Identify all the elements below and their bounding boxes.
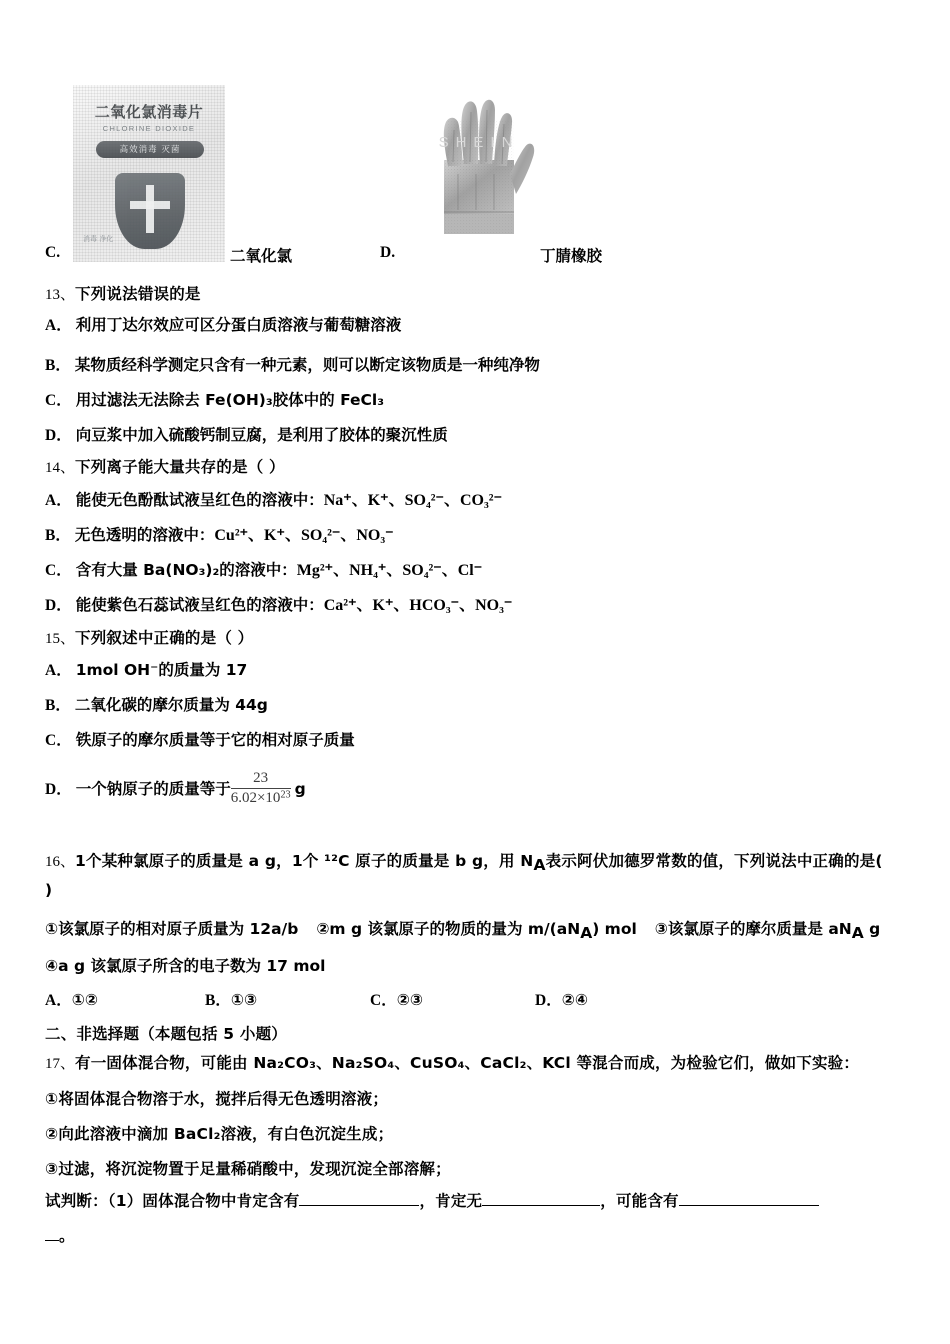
q14-option-d-label: D．: [45, 597, 72, 614]
option-d-label: D.: [380, 244, 396, 261]
q16-answer-d-label: D．: [535, 992, 562, 1009]
option-c-label: C.: [45, 244, 61, 261]
q14-option-a-ions: Na⁺、K⁺、SO₄²⁻、CO₃²⁻: [323, 492, 503, 509]
q17-step-2: [45, 1122, 925, 1144]
option-c-caption: 二氧化氯: [230, 247, 293, 265]
q17-blank-continuation[interactable]: [45, 1240, 59, 1241]
q16-statement-1: ①该氯原子的相对原子质量为 12a/b: [45, 920, 299, 938]
q13-option-a-text: 利用丁达尔效应可区分蛋白质溶液与葡萄糖溶液: [75, 316, 402, 334]
q16-statement-4-row: [45, 954, 925, 976]
q16-answer-c-text: ②③: [396, 991, 423, 1009]
nitrile-rubber-glove-photo: [418, 82, 538, 247]
q13-option-a-label: A．: [45, 317, 72, 334]
q15-option-c: [45, 728, 925, 750]
q17-blank-definitely-contains[interactable]: [299, 1205, 419, 1206]
question-17: [45, 1051, 925, 1073]
q15-option-d-label: D．: [45, 780, 72, 798]
q16-stem-part1: 1个某种氯原子的质量是 a g，1个 ¹²C 原子的质量是 b g，用 N: [75, 852, 534, 870]
q13-option-c-label: C．: [45, 392, 72, 409]
q15-number: 15、: [45, 631, 76, 647]
q14-option-a-label: A．: [45, 492, 72, 509]
fraction-numerator: 23: [231, 770, 291, 789]
q15-option-b: [45, 693, 925, 715]
q15-option-b-label: B．: [45, 697, 71, 714]
chlorine-dioxide-tablet-package-photo: [73, 85, 225, 262]
q16-statement-2b: ) mol: [592, 920, 637, 938]
q16-answer-a-label: A．: [45, 992, 72, 1009]
q16-statement-2-subscript: A: [580, 923, 593, 942]
q14-option-d-ions: Ca²⁺、K⁺、HCO₃⁻、NO₃⁻: [323, 597, 513, 614]
q16-answer-row: [45, 988, 925, 1010]
q16-answer-b[interactable]: [205, 988, 370, 1010]
q15-option-b-text: 二氧化碳的摩尔质量为 44g: [74, 696, 268, 714]
q13-stem-line: [45, 282, 925, 304]
q16-statement-3a: ③该氯原子的摩尔质量是 aN: [654, 920, 852, 938]
q16-stem-close-paren: ): [45, 881, 53, 899]
glove-watermark-text: SHEIN: [438, 134, 520, 151]
q17-step-3: [45, 1157, 925, 1179]
section-2-heading: [45, 1022, 925, 1044]
q15-option-a-label: A．: [45, 662, 72, 679]
q14-option-b-prefix: 无色透明的溶液中：: [74, 526, 215, 544]
q17-number: 17、: [45, 1056, 76, 1072]
q16-answer-b-label: B．: [205, 992, 231, 1009]
q15-fraction: [231, 770, 291, 807]
q13-option-d-label: D．: [45, 427, 72, 444]
q17-step-2-text: ②向此溶液中滴加 BaCl₂溶液，有白色沉淀生成；: [45, 1125, 394, 1143]
q16-stem-part2: 表示阿伏加德罗常数的值，下列说法中正确的是(: [545, 852, 883, 870]
q13-option-b-text: 某物质经科学测定只含有一种元素，则可以断定该物质是一种纯净物: [74, 356, 540, 374]
q13-option-c-text: 用过滤法无法除去 Fe(OH)₃胶体中的 FeCl₃: [75, 391, 385, 409]
question-13: [45, 282, 925, 304]
section-2-heading-text: 二、非选择题（本题包括 5 小题）: [45, 1025, 287, 1043]
q17-stem: 有一固体混合物，可能由 Na₂CO₃、Na₂SO₄、CuSO₄、CaCl₂、KCl 等混合而成，为检验它们，做如下实验：: [75, 1054, 860, 1072]
q16-statement-2a: ②m g 该氯原子的物质的量为 m/(aN: [316, 920, 581, 938]
package-subtitle-text: CHLORINE DIOXIDE: [102, 124, 196, 133]
q13-option-d: [45, 423, 925, 445]
q13-number: 13、: [45, 287, 76, 303]
q16-stem-subscript: A: [533, 855, 546, 874]
package-band: [96, 141, 204, 158]
q13-option-a: [45, 313, 925, 335]
q17-conclusion-lead: 试判断：（1）固体混合物中肯定含有: [45, 1192, 300, 1210]
q16-statement-3b: g: [863, 920, 881, 938]
q15-option-d-text: 一个钠原子的质量等于: [75, 779, 231, 798]
q14-option-d: [45, 592, 925, 615]
fraction-denominator: [231, 789, 291, 807]
q15-fraction-unit: g: [294, 779, 306, 798]
glove-shape-icon: [418, 82, 538, 247]
q14-number: 14、: [45, 460, 76, 476]
question-16: [45, 849, 925, 874]
q13-option-b-label: B．: [45, 357, 71, 374]
q17-conclusion-tail: [45, 1224, 925, 1246]
question-15: [45, 626, 925, 648]
q14-option-c: [45, 557, 925, 580]
q16-answer-a-text: ①②: [71, 991, 98, 1009]
q14-option-b: [45, 522, 925, 545]
q13-option-d-text: 向豆浆中加入硫酸钙制豆腐，是利用了胶体的聚沉性质: [75, 426, 448, 444]
q15-option-a: [45, 658, 925, 680]
q16-statements-row1: [45, 917, 925, 942]
q17-conclusion-mid2: ，可能含有: [600, 1192, 679, 1210]
q14-option-c-ions: Mg²⁺、NH₄⁺、SO₄²⁻、Cl⁻: [296, 562, 483, 579]
q13-stem: 下列说法错误的是: [75, 285, 201, 303]
q15-option-d: [45, 770, 925, 807]
q16-number: 16、: [45, 854, 76, 870]
q17-step-1-text: ①将固体混合物溶于水，搅拌后得无色透明溶液；: [45, 1090, 389, 1108]
shield-cross-icon: [115, 173, 185, 249]
q14-option-c-label: C．: [45, 562, 72, 579]
q14-option-b-ions: Cu²⁺、K⁺、SO₄²⁻、NO₃⁻: [214, 527, 394, 544]
q14-option-a-prefix: 能使无色酚酞试液呈红色的溶液中：: [75, 491, 324, 509]
q17-step-1: [45, 1087, 925, 1109]
fraction-denominator-exponent: 23: [280, 789, 291, 801]
q14-option-c-prefix: 含有大量 Ba(NO₃)₂的溶液中：: [75, 561, 297, 579]
q14-option-b-label: B．: [45, 527, 71, 544]
package-title-text: 二氧化氯消毒片: [94, 103, 204, 121]
q15-option-a-text: 1mol OH⁻的质量为 17: [75, 661, 248, 679]
q16-answer-d[interactable]: [535, 988, 588, 1010]
q16-answer-d-text: ②④: [561, 991, 588, 1009]
q17-blank-possibly-contains[interactable]: [679, 1205, 819, 1206]
question-14: [45, 455, 925, 477]
package-foot-text: 消毒 净化: [83, 235, 114, 243]
q17-conclusion-mid1: ，肯定无: [419, 1192, 483, 1210]
q17-conclusion-period: 。: [59, 1227, 75, 1245]
q16-statement-4: ④a g 该氯原子所含的电子数为 17 mol: [45, 957, 326, 975]
q16-answer-a[interactable]: [45, 988, 205, 1010]
q15-stem: 下列叙述中正确的是（ ）: [75, 629, 254, 647]
q17-step-3-text: ③过滤，将沉淀物置于足量稀硝酸中，发现沉淀全部溶解；: [45, 1160, 451, 1178]
fraction-denominator-base: 6.02×10: [230, 790, 281, 806]
q16-answer-c[interactable]: [370, 988, 535, 1010]
image-options-row: [0, 72, 950, 272]
q15-option-c-text: 铁原子的摩尔质量等于它的相对原子质量: [75, 731, 355, 749]
package-band-text: 高效消毒 灭菌: [119, 145, 181, 155]
q17-blank-definitely-absent[interactable]: [482, 1205, 600, 1206]
q14-option-a: [45, 487, 925, 510]
q16-answer-c-label: C．: [370, 992, 397, 1009]
q15-option-c-label: C．: [45, 732, 72, 749]
q14-option-d-prefix: 能使紫色石蕊试液呈红色的溶液中：: [75, 596, 324, 614]
q16-answer-b-text: ①③: [230, 991, 258, 1009]
q14-stem: 下列离子能大量共存的是（ ）: [75, 458, 285, 476]
q13-option-b: [45, 353, 925, 375]
q16-statement-3-subscript: A: [851, 923, 864, 942]
q17-conclusion-line: [45, 1189, 925, 1211]
q16-stem-line2: [45, 881, 925, 900]
q13-option-c: [45, 388, 925, 410]
option-d-caption: 丁腈橡胶: [540, 247, 603, 265]
